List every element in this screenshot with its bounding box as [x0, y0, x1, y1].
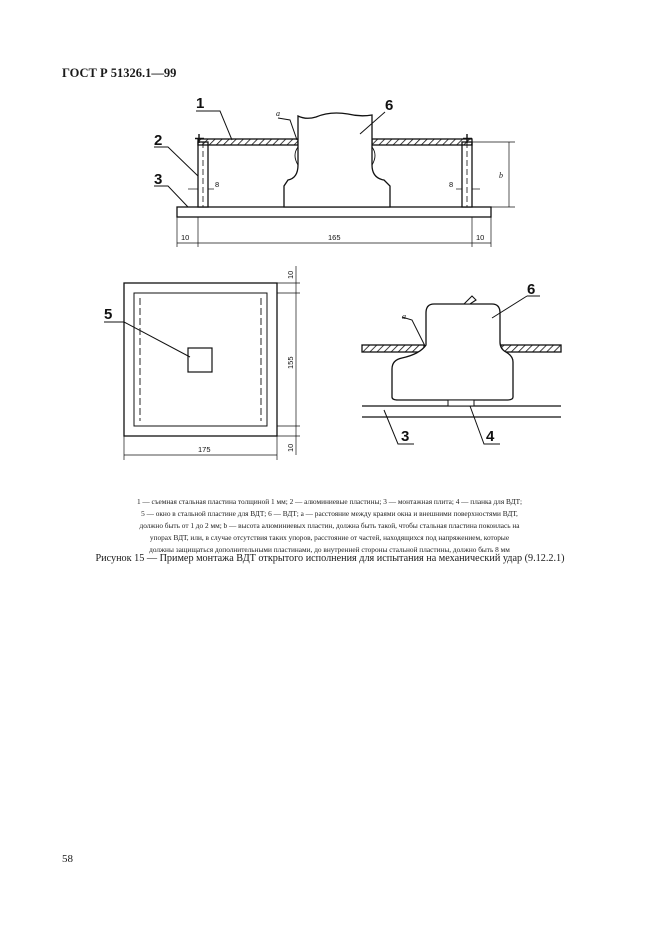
callout-4: 4 — [486, 428, 495, 445]
dim-10-left: 10 — [181, 233, 190, 242]
callout-2: 2 — [154, 132, 163, 149]
detail-steel-plate-right — [501, 345, 561, 352]
dim-175: 175 — [198, 445, 211, 454]
legend-line: должны защищаться дополнительными пластинами, до внутренней стороны стальной пластины, должно быть 8 мм — [149, 545, 510, 555]
dim-8-left: 8 — [215, 180, 220, 189]
detail-view — [362, 296, 561, 444]
detail-steel-plate-left — [362, 345, 424, 352]
document-header: ГОСТ Р 51326.1—99 — [62, 66, 177, 80]
callout-3-detail: 3 — [401, 428, 410, 445]
callout-3: 3 — [154, 171, 163, 188]
device-window — [188, 348, 212, 372]
label-a: a — [276, 109, 280, 118]
dim-10-bottom: 10 — [286, 443, 295, 452]
dim-155: 155 — [286, 356, 295, 369]
callout-1: 1 — [196, 95, 205, 112]
mounting-plate — [177, 207, 491, 217]
legend-line: 1 — съемная стальная пластина толщиной 1 мм; 2 — алюминиевые пластины; 3 — монтажная плита; 4 — планка для ВДТ; — [136, 497, 523, 506]
figure-caption: Рисунок 15 — Пример монтажа ВДТ открытого исполнения для испытания на механический удар (9.12.2.1) — [95, 553, 565, 564]
label-b: b — [499, 171, 503, 180]
dim-10-right: 10 — [476, 233, 485, 242]
callout-6: 6 — [385, 97, 394, 114]
dim-10-top: 10 — [286, 270, 295, 279]
label-a-detail: a — [402, 312, 406, 321]
dim-8-right: 8 — [449, 180, 454, 189]
page-number: 58 — [62, 853, 73, 865]
callout-6-detail: 6 — [527, 281, 536, 298]
figure-legend — [62, 496, 597, 556]
detail-strip — [448, 400, 474, 406]
steel-plate-right — [372, 139, 472, 145]
plan-view — [104, 266, 300, 460]
steel-plate-left — [198, 139, 298, 145]
section-view — [154, 111, 515, 247]
legend-line: должно быть от 1 до 2 мм; b — высота алюминиевых пластин, должна быть такой, чтобы стальная пластина покоилась на — [139, 521, 520, 531]
legend-line: упорах ВДТ, или, в случае отсутствия таких упоров, расстояние от частей, находящихся под напряжением, которые — [149, 533, 510, 543]
dim-165: 165 — [328, 233, 341, 242]
callout-5: 5 — [104, 306, 113, 323]
legend-line: 5 — окно в стальной пластине для ВДТ; 6 — ВДТ; a — расстояние между краями окна и внешними поверхностями ВДТ, — [141, 509, 518, 519]
steel-plate-outline — [124, 283, 277, 436]
